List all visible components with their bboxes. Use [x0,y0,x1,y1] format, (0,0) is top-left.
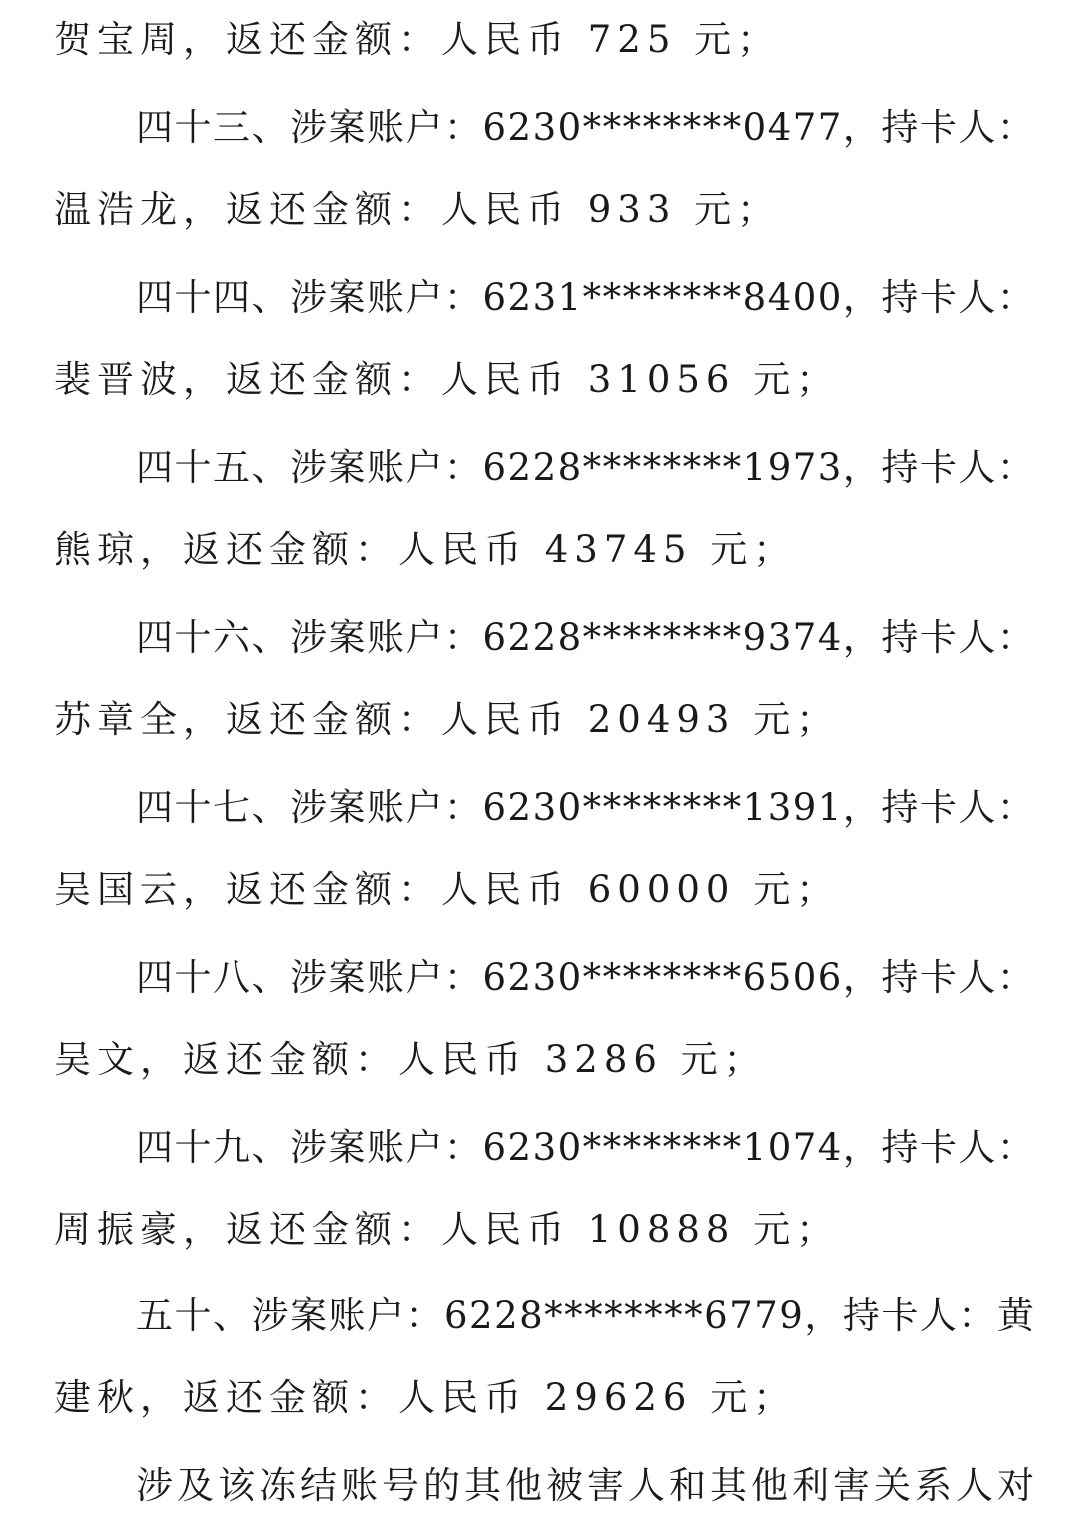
text-line: 四十六、涉案账户：6228********9374，持卡人： [136,616,1036,659]
text-line: 熊琼，返还金额：人民币 43745 元； [54,528,797,571]
text-line: 五十、涉案账户：6228********6779，持卡人：黄 [136,1294,1036,1337]
text-line: 四十八、涉案账户：6230********6506，持卡人： [136,956,1036,999]
text-line: 建秋，返还金额：人民币 29626 元； [54,1376,797,1419]
text-line: 周振豪，返还金额：人民币 10888 元； [54,1208,840,1251]
text-line: 裴晋波，返还金额：人民币 31056 元； [54,358,840,401]
text-line: 四十九、涉案账户：6230********1074，持卡人： [136,1126,1036,1169]
text-line: 四十五、涉案账户：6228********1973，持卡人： [136,446,1036,489]
text-line: 苏章全，返还金额：人民币 20493 元； [54,698,840,741]
text-line: 四十七、涉案账户：6230********1391，持卡人： [136,786,1036,829]
text-line: 四十四、涉案账户：6231********8400，持卡人： [136,276,1036,319]
text-line: 贺宝周，返还金额：人民币 725 元； [54,18,781,61]
text-line: 温浩龙，返还金额：人民币 933 元； [54,188,781,231]
text-line: 涉及该冻结账号的其他被害人和其他利害关系人对 [136,1464,1038,1507]
text-line: 吴文，返还金额：人民币 3286 元； [54,1038,767,1081]
text-line: 四十三、涉案账户：6230********0477，持卡人： [136,106,1036,149]
text-line: 吴国云，返还金额：人民币 60000 元； [54,868,840,911]
